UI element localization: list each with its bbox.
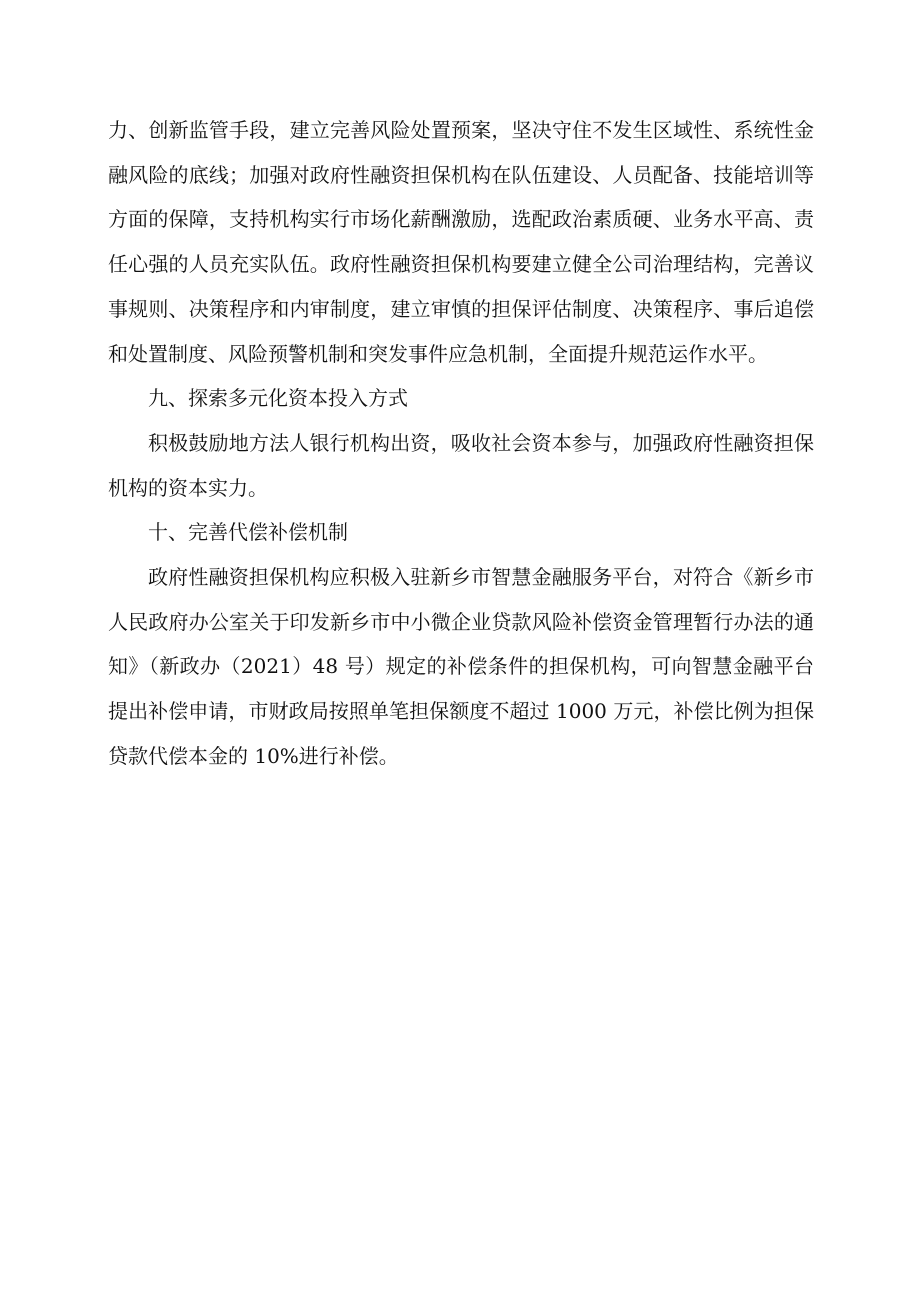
paragraph-risk-management: 力、创新监管手段，建立完善风险处置预案，坚决守住不发生区域性、系统性金融风险的底线；加强对政府性融资担保机构在队伍建设、人员配备、技能培训等方面的保障，支持机构实行市场化薪酬激励，选配政治素质硬、业务水平高、责任心强的人员充实队伍。政府性融资担保机构要建立健全公司治理结构，完善议事规则、决策程序和内审制度，建立审慎的担保评估制度、决策程序、事后追偿和处置制度、风险预警机制和突发事件应急机制，全面提升规范运作水平。 <box>108 118 814 366</box>
section-heading-10: 十、完善代偿补偿机制 <box>148 520 348 545</box>
paragraph-compensation-mechanism: 政府性融资担保机构应积极入驻新乡市智慧金融服务平台，对符合《新乡市人民政府办公室关于印发新乡市中小微企业贷款风险补偿资金管理暂行办法的通知》（新政办（2021）48 号）规定的补偿条件的担保机构，可向智慧金融平台提出补偿申请，市财政局按照单笔担保额度不超过 1000 万元，补偿比例为担保贷款代偿本金的 10%进行补偿。 <box>108 565 814 768</box>
document-body <box>108 108 814 779</box>
paragraph-capital-investment: 积极鼓励地方法人银行机构出资，吸收社会资本参与，加强政府性融资担保机构的资本实力。 <box>108 430 814 500</box>
section-heading-9: 九、探索多元化资本投入方式 <box>148 386 408 411</box>
